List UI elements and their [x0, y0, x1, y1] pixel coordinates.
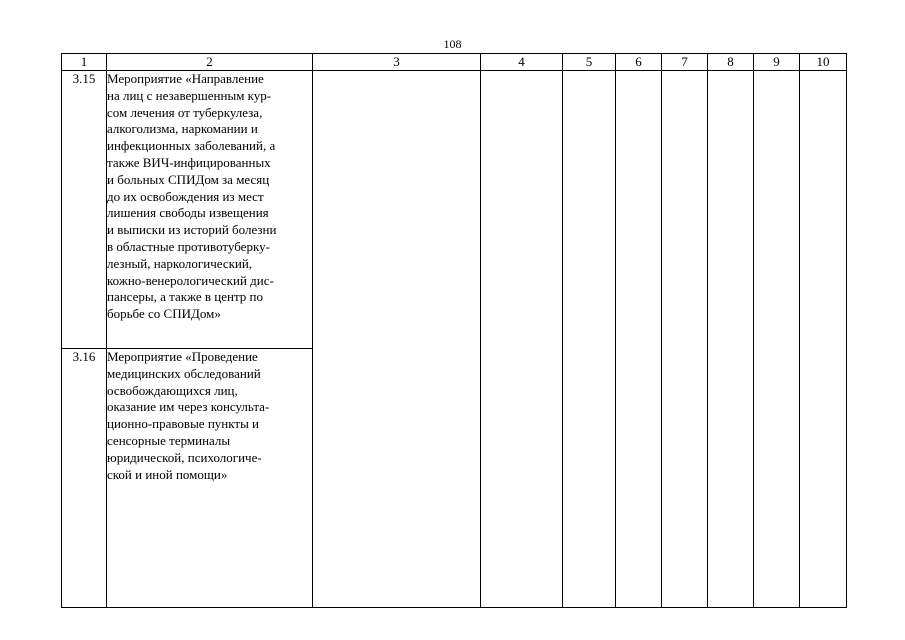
measures-table: [61, 53, 847, 608]
header-row: [62, 54, 847, 71]
header-cell-9: 9: [754, 54, 800, 71]
empty-cell-10: [800, 71, 847, 608]
row-number: 3.15: [62, 71, 107, 349]
header-cell-3: 3: [313, 54, 481, 71]
header-cell-4: 4: [481, 54, 563, 71]
empty-cell-4: [481, 71, 563, 608]
empty-cell-8: [708, 71, 754, 608]
measure-description: Мероприятие «Проведение медицинских обследований освобождающихся лиц, оказание им через консульта- ционно-правовые пункты и сенсорные терминалы юридической, психологиче- ской и иной помощи»: [107, 349, 313, 608]
empty-cell-6: [616, 71, 662, 608]
empty-cell-9: [754, 71, 800, 608]
empty-cell-5: [563, 71, 616, 608]
header-cell-1: 1: [62, 54, 107, 71]
header-cell-2: 2: [107, 54, 313, 71]
header-cell-6: 6: [616, 54, 662, 71]
empty-cell-3: [313, 71, 481, 608]
header-cell-10: 10: [800, 54, 847, 71]
header-cell-8: 8: [708, 54, 754, 71]
empty-cell-7: [662, 71, 708, 608]
header-cell-5: 5: [563, 54, 616, 71]
row-number: 3.16: [62, 349, 107, 608]
header-cell-7: 7: [662, 54, 708, 71]
page-number: 108: [443, 37, 462, 51]
table-row: [62, 71, 847, 349]
measure-description: Мероприятие «Направление на лиц с незавершенным кур- сом лечения от туберкулеза, алкоголизма, наркомании и инфекционных заболеваний, а также ВИЧ-инфицированных и больных СПИДом за месяц до их освобождения из мест лишения свободы извещения и выписки из историй болезни в областные противотуберку- лезный, наркологический, кожно-венерологический дис- пансеры, а также в центр по борьбе со СПИДом»: [107, 71, 313, 349]
